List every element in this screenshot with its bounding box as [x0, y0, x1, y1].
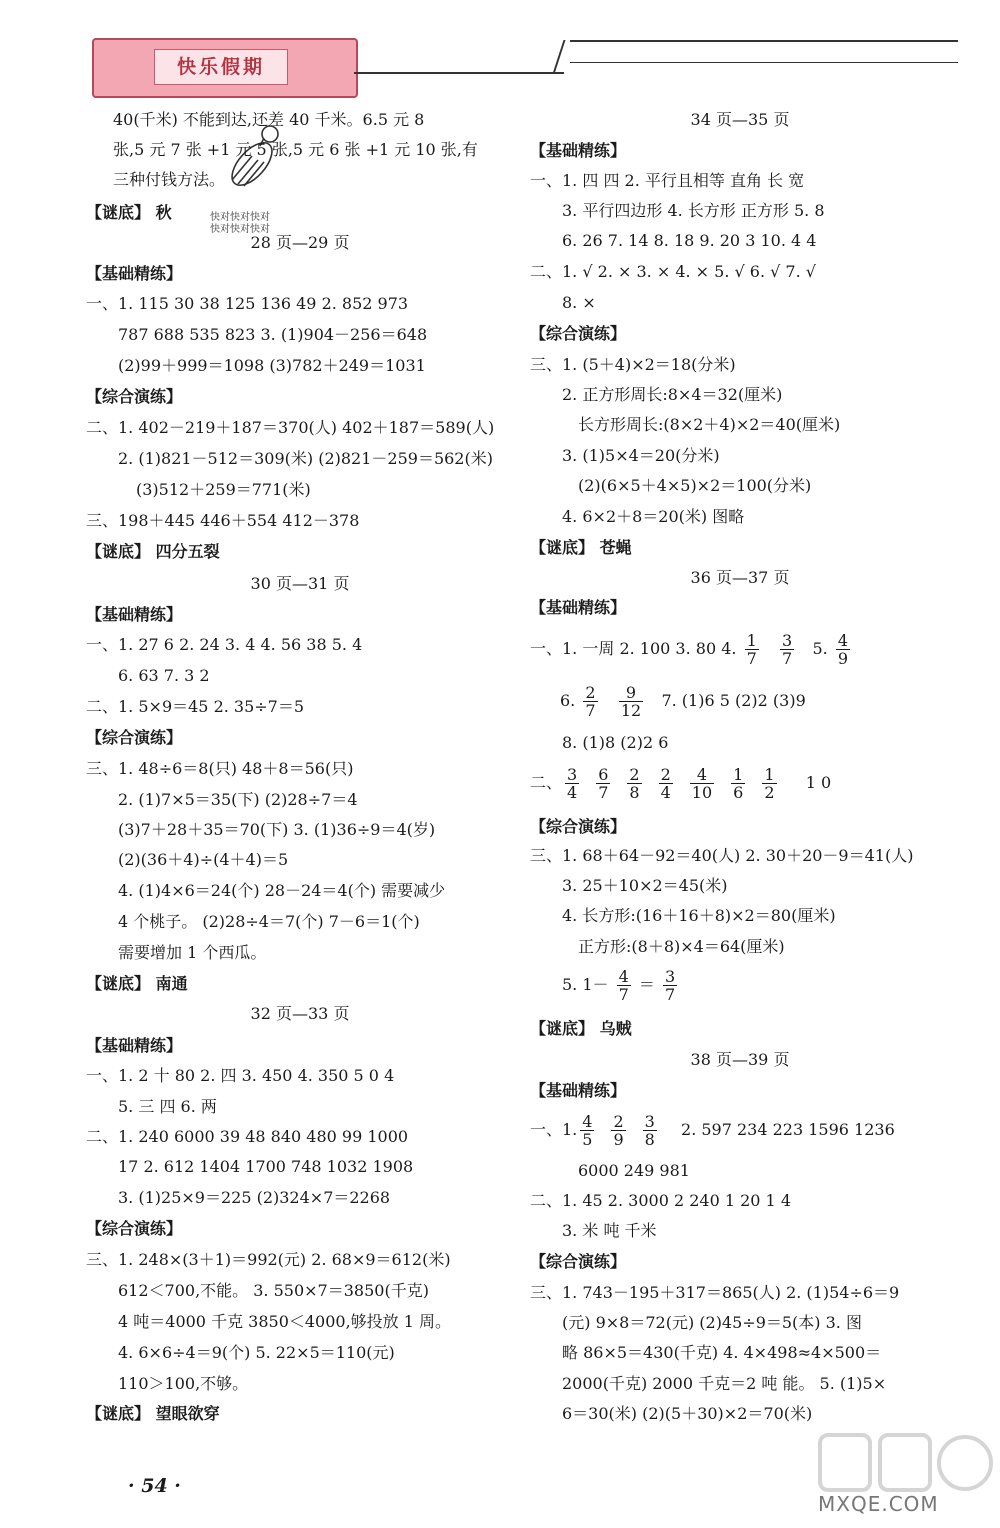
- numerator: 1: [746, 631, 757, 650]
- riddle-answer: 【谜底】 秋: [86, 203, 172, 222]
- text-line: 3. (1)25×9＝225 (2)324×7＝2268: [118, 1188, 391, 1207]
- denominator: 7: [585, 701, 596, 720]
- text-line: 6＝30(米) (2)(5＋30)×2＝70(米): [562, 1404, 813, 1423]
- section-heading: 【基础精练】: [530, 598, 627, 617]
- numerator: 4: [618, 967, 629, 986]
- denominator: 4: [660, 783, 671, 802]
- numerator: 1: [733, 765, 744, 784]
- riddle-answer: 【谜底】 乌贼: [530, 1019, 632, 1038]
- text-line: (2)99＋999＝1098 (3)782＋249＝1031: [118, 356, 426, 375]
- denominator: 8: [644, 1130, 655, 1149]
- text-line: 三、1. (5＋4)×2＝18(分米): [530, 355, 736, 374]
- denominator: 6: [733, 783, 744, 802]
- fraction: [596, 766, 610, 801]
- fraction: [690, 766, 714, 801]
- denominator: 9: [837, 649, 849, 668]
- numerator: 2: [629, 765, 640, 784]
- denominator: 5: [582, 1130, 593, 1149]
- numerator: 3: [665, 967, 676, 986]
- text-line: 4. 6×6÷4＝9(个) 5. 22×5＝110(元): [118, 1343, 395, 1362]
- section-title: 30 页—31 页: [250, 574, 350, 593]
- text-line: 二、1. √ 2. × 3. × 4. × 5. √ 6. √ 7. √: [530, 262, 816, 281]
- header-banner: [92, 38, 358, 98]
- fraction: [617, 968, 631, 1003]
- fraction-line: [562, 966, 680, 1004]
- section-heading: 【综合演练】: [86, 728, 183, 747]
- text-line: 3. 米 吨 千米: [562, 1221, 657, 1240]
- denominator: 8: [629, 783, 640, 802]
- stamp-line: 快对快对快对: [210, 212, 270, 223]
- text-span: ＝: [638, 975, 655, 994]
- riddle-answer: 【谜底】 苍蝇: [530, 538, 632, 557]
- text-line: 一、1. 115 30 38 125 136 49 2. 852 973: [86, 294, 409, 313]
- page-number: · 54 ·: [128, 1475, 181, 1497]
- text-line: 3. 25＋10×2＝45(米): [562, 876, 728, 895]
- numerator: 3: [567, 765, 578, 784]
- denominator: 2: [764, 783, 775, 802]
- fraction-line: [560, 682, 806, 720]
- denominator: 7: [782, 649, 793, 668]
- text-line: 三、1. 743－195＋317＝865(人) 2. (1)54÷6＝9: [530, 1283, 900, 1302]
- text-span: 5. 1－: [562, 975, 609, 994]
- fraction-line: [530, 764, 831, 802]
- text-line: (2)(6×5＋4×5)×2＝100(分米): [578, 476, 812, 495]
- denominator: 7: [618, 985, 629, 1004]
- fraction-group: [577, 1112, 671, 1149]
- fraction-line: [530, 1111, 895, 1149]
- numerator: 2: [660, 765, 671, 784]
- text-line: 二、1. 5×9＝45 2. 35÷7＝5: [86, 697, 305, 716]
- text-line: 4. (1)4×6＝24(个) 28－24＝4(个) 需要减少: [118, 881, 446, 900]
- text-span: 6.: [560, 691, 576, 710]
- section-heading: 【基础精练】: [530, 141, 627, 160]
- section-heading: 【基础精练】: [86, 1036, 183, 1055]
- denominator: 7: [598, 783, 609, 802]
- fraction: [659, 766, 673, 801]
- fraction: [836, 632, 850, 667]
- fraction-line: [530, 630, 853, 668]
- watermark-text: MXQE.COM: [818, 1492, 939, 1516]
- text-line: 612＜700,不能。 3. 550×7＝3850(千克): [118, 1281, 429, 1300]
- header-rule: [570, 40, 958, 42]
- text-line: 4. 长方形:(16＋16＋8)×2＝80(厘米): [562, 906, 836, 925]
- text-line: 8. ×: [562, 293, 596, 312]
- riddle-answer: 【谜底】 望眼欲穿: [86, 1404, 220, 1423]
- fraction: [580, 1113, 594, 1148]
- denominator: 9: [613, 1130, 624, 1149]
- fraction: [611, 1113, 625, 1148]
- section-heading: 【综合演练】: [86, 387, 183, 406]
- fraction: [663, 968, 677, 1003]
- fraction: [583, 684, 597, 719]
- text-line: (3)512＋259＝771(米): [136, 480, 311, 499]
- text-line: 长方形周长:(8×2＋4)×2＝40(厘米): [578, 415, 841, 434]
- numerator: 4: [837, 631, 849, 650]
- text-line: 17 2. 612 1404 1700 748 1032 1908: [118, 1157, 414, 1176]
- fraction-group: [562, 765, 790, 802]
- header-title: 快乐假期: [154, 49, 288, 85]
- section-title: 34 页—35 页: [690, 110, 790, 129]
- text-span: 2. 597 234 223 1596 1236: [681, 1120, 895, 1139]
- text-line: 2. (1)821－512＝309(米) (2)821－259＝562(米): [118, 449, 493, 468]
- fraction: [565, 766, 579, 801]
- text-line: 一、1. 四 四 2. 平行且相等 直角 长 宽: [530, 171, 805, 190]
- text-span: 5.: [812, 639, 828, 658]
- riddle-answer: 【谜底】 四分五裂: [86, 542, 220, 561]
- text-line: 三种付钱方法。: [113, 170, 226, 189]
- denominator: 7: [746, 649, 757, 668]
- text-line: 2. 正方形周长:8×4＝32(厘米): [562, 385, 783, 404]
- section-heading: 【综合演练】: [86, 1219, 183, 1238]
- text-line: 二、1. 45 2. 3000 2 240 1 20 1 4: [530, 1191, 792, 1210]
- section-heading: 【综合演练】: [530, 324, 627, 343]
- numerator: 2: [585, 683, 596, 702]
- text-line: 2. (1)7×5＝35(下) (2)28÷7＝4: [118, 790, 358, 809]
- numerator: 3: [782, 631, 793, 650]
- fraction: [619, 684, 643, 719]
- fraction: [627, 766, 641, 801]
- section-heading: 【基础精练】: [530, 1081, 627, 1100]
- fraction: [762, 766, 776, 801]
- text-line: 需要增加 1 个西瓜。: [118, 943, 267, 962]
- text-line: 三、198＋445 446＋554 412－378: [86, 511, 360, 530]
- text-line: 三、1. 48÷6＝8(只) 48＋8＝56(只): [86, 759, 354, 778]
- fraction: [731, 766, 745, 801]
- numerator: 3: [644, 1112, 655, 1131]
- text-line: 三、1. 68＋64－92＝40(人) 2. 30＋20－9＝41(人): [530, 846, 914, 865]
- text-line: 张,5 元 7 张 +1 元 5 张,5 元 6 张 +1 元 10 张,有: [113, 140, 478, 159]
- text-line: 4. 6×2＋8＝20(米) 图略: [562, 507, 745, 526]
- text-line: 6. 63 7. 3 2: [118, 666, 210, 685]
- denominator: 10: [691, 783, 713, 802]
- text-line: 6. 26 7. 14 8. 18 9. 20 3 10. 4 4: [562, 231, 817, 250]
- text-line: (2)(36＋4)÷(4＋4)＝5: [118, 850, 289, 869]
- stamp-line: 快对快对快对: [210, 224, 270, 235]
- text-span: 一、1. 一周 2. 100 3. 80 4.: [530, 639, 737, 658]
- text-line: 3. 平行四边形 4. 长方形 正方形 5. 8: [562, 201, 825, 220]
- text-line: 40(千米) 不能到达,还差 40 千米。6.5 元 8: [113, 110, 425, 129]
- text-line: (3)7＋28＋35＝70(下) 3. (1)36÷9＝4(岁): [118, 820, 436, 839]
- section-title: 36 页—37 页: [690, 568, 790, 587]
- section-title: 38 页—39 页: [690, 1050, 790, 1069]
- text-line: 6000 249 981: [578, 1161, 690, 1180]
- denominator: 12: [620, 701, 642, 720]
- text-line: 略 86×5＝430(千克) 4. 4×498≈4×500＝: [562, 1343, 882, 1362]
- numerator: 4: [690, 766, 714, 784]
- text-line: 787 688 535 823 3. (1)904－256＝648: [118, 325, 428, 344]
- text-line: (元) 9×8＝72(元) (2)45÷9＝5(本) 3. 图: [562, 1313, 862, 1332]
- fraction: [745, 632, 759, 667]
- text-line: 一、1. 27 6 2. 24 3. 4 4. 56 38 5. 4: [86, 635, 363, 654]
- text-line: 二、1. 402－219＋187＝370(人) 402＋187＝589(人): [86, 418, 495, 437]
- text-span: 二、: [530, 773, 563, 792]
- fraction: [780, 632, 794, 667]
- section-title: 32 页—33 页: [250, 1004, 350, 1023]
- text-line: 二、1. 240 6000 39 48 840 480 99 1000: [86, 1127, 409, 1146]
- numerator: 2: [613, 1112, 624, 1131]
- text-line: 8. (1)8 (2)2 6: [562, 733, 669, 752]
- header-rule: [570, 62, 958, 63]
- text-line: 4 个桃子。 (2)28÷4＝7(个) 7－6＝1(个): [118, 912, 420, 931]
- numerator: 9: [619, 684, 643, 702]
- section-heading: 【综合演练】: [530, 817, 627, 836]
- numerator: 1: [764, 765, 775, 784]
- denominator: 4: [567, 783, 578, 802]
- fraction: [643, 1113, 657, 1148]
- text-line: 3. (1)5×4＝20(分米): [562, 446, 720, 465]
- section-heading: 【基础精练】: [86, 264, 183, 283]
- text-line: 4 吨＝4000 千克 3850＜4000,够投放 1 周。: [118, 1312, 452, 1331]
- text-span: 一、1.: [530, 1120, 578, 1139]
- numerator: 4: [582, 1112, 593, 1131]
- text-line: 正方形:(8＋8)×4＝64(厘米): [578, 937, 785, 956]
- text-line: 5. 三 四 6. 两: [118, 1097, 217, 1116]
- header-rule: [354, 72, 564, 74]
- denominator: 7: [665, 985, 676, 1004]
- numerator: 6: [598, 765, 609, 784]
- section-title: 28 页—29 页: [250, 233, 350, 252]
- text-line: 2000(千克) 2000 千克＝2 吨 能。 5. (1)5×: [562, 1374, 887, 1393]
- text-span: 7. (1)6 5 (2)2 (3)9: [661, 691, 806, 710]
- section-heading: 【基础精练】: [86, 605, 183, 624]
- text-span: 1 0: [805, 773, 832, 792]
- text-line: 110＞100,不够。: [118, 1374, 249, 1393]
- text-line: 三、1. 248×(3＋1)＝992(元) 2. 68×9＝612(米): [86, 1250, 451, 1269]
- riddle-answer: 【谜底】 南通: [86, 974, 188, 993]
- section-heading: 【综合演练】: [530, 1252, 627, 1271]
- header-rule: [552, 40, 565, 74]
- text-line: 一、1. 2 十 80 2. 四 3. 450 4. 350 5 0 4: [86, 1066, 395, 1085]
